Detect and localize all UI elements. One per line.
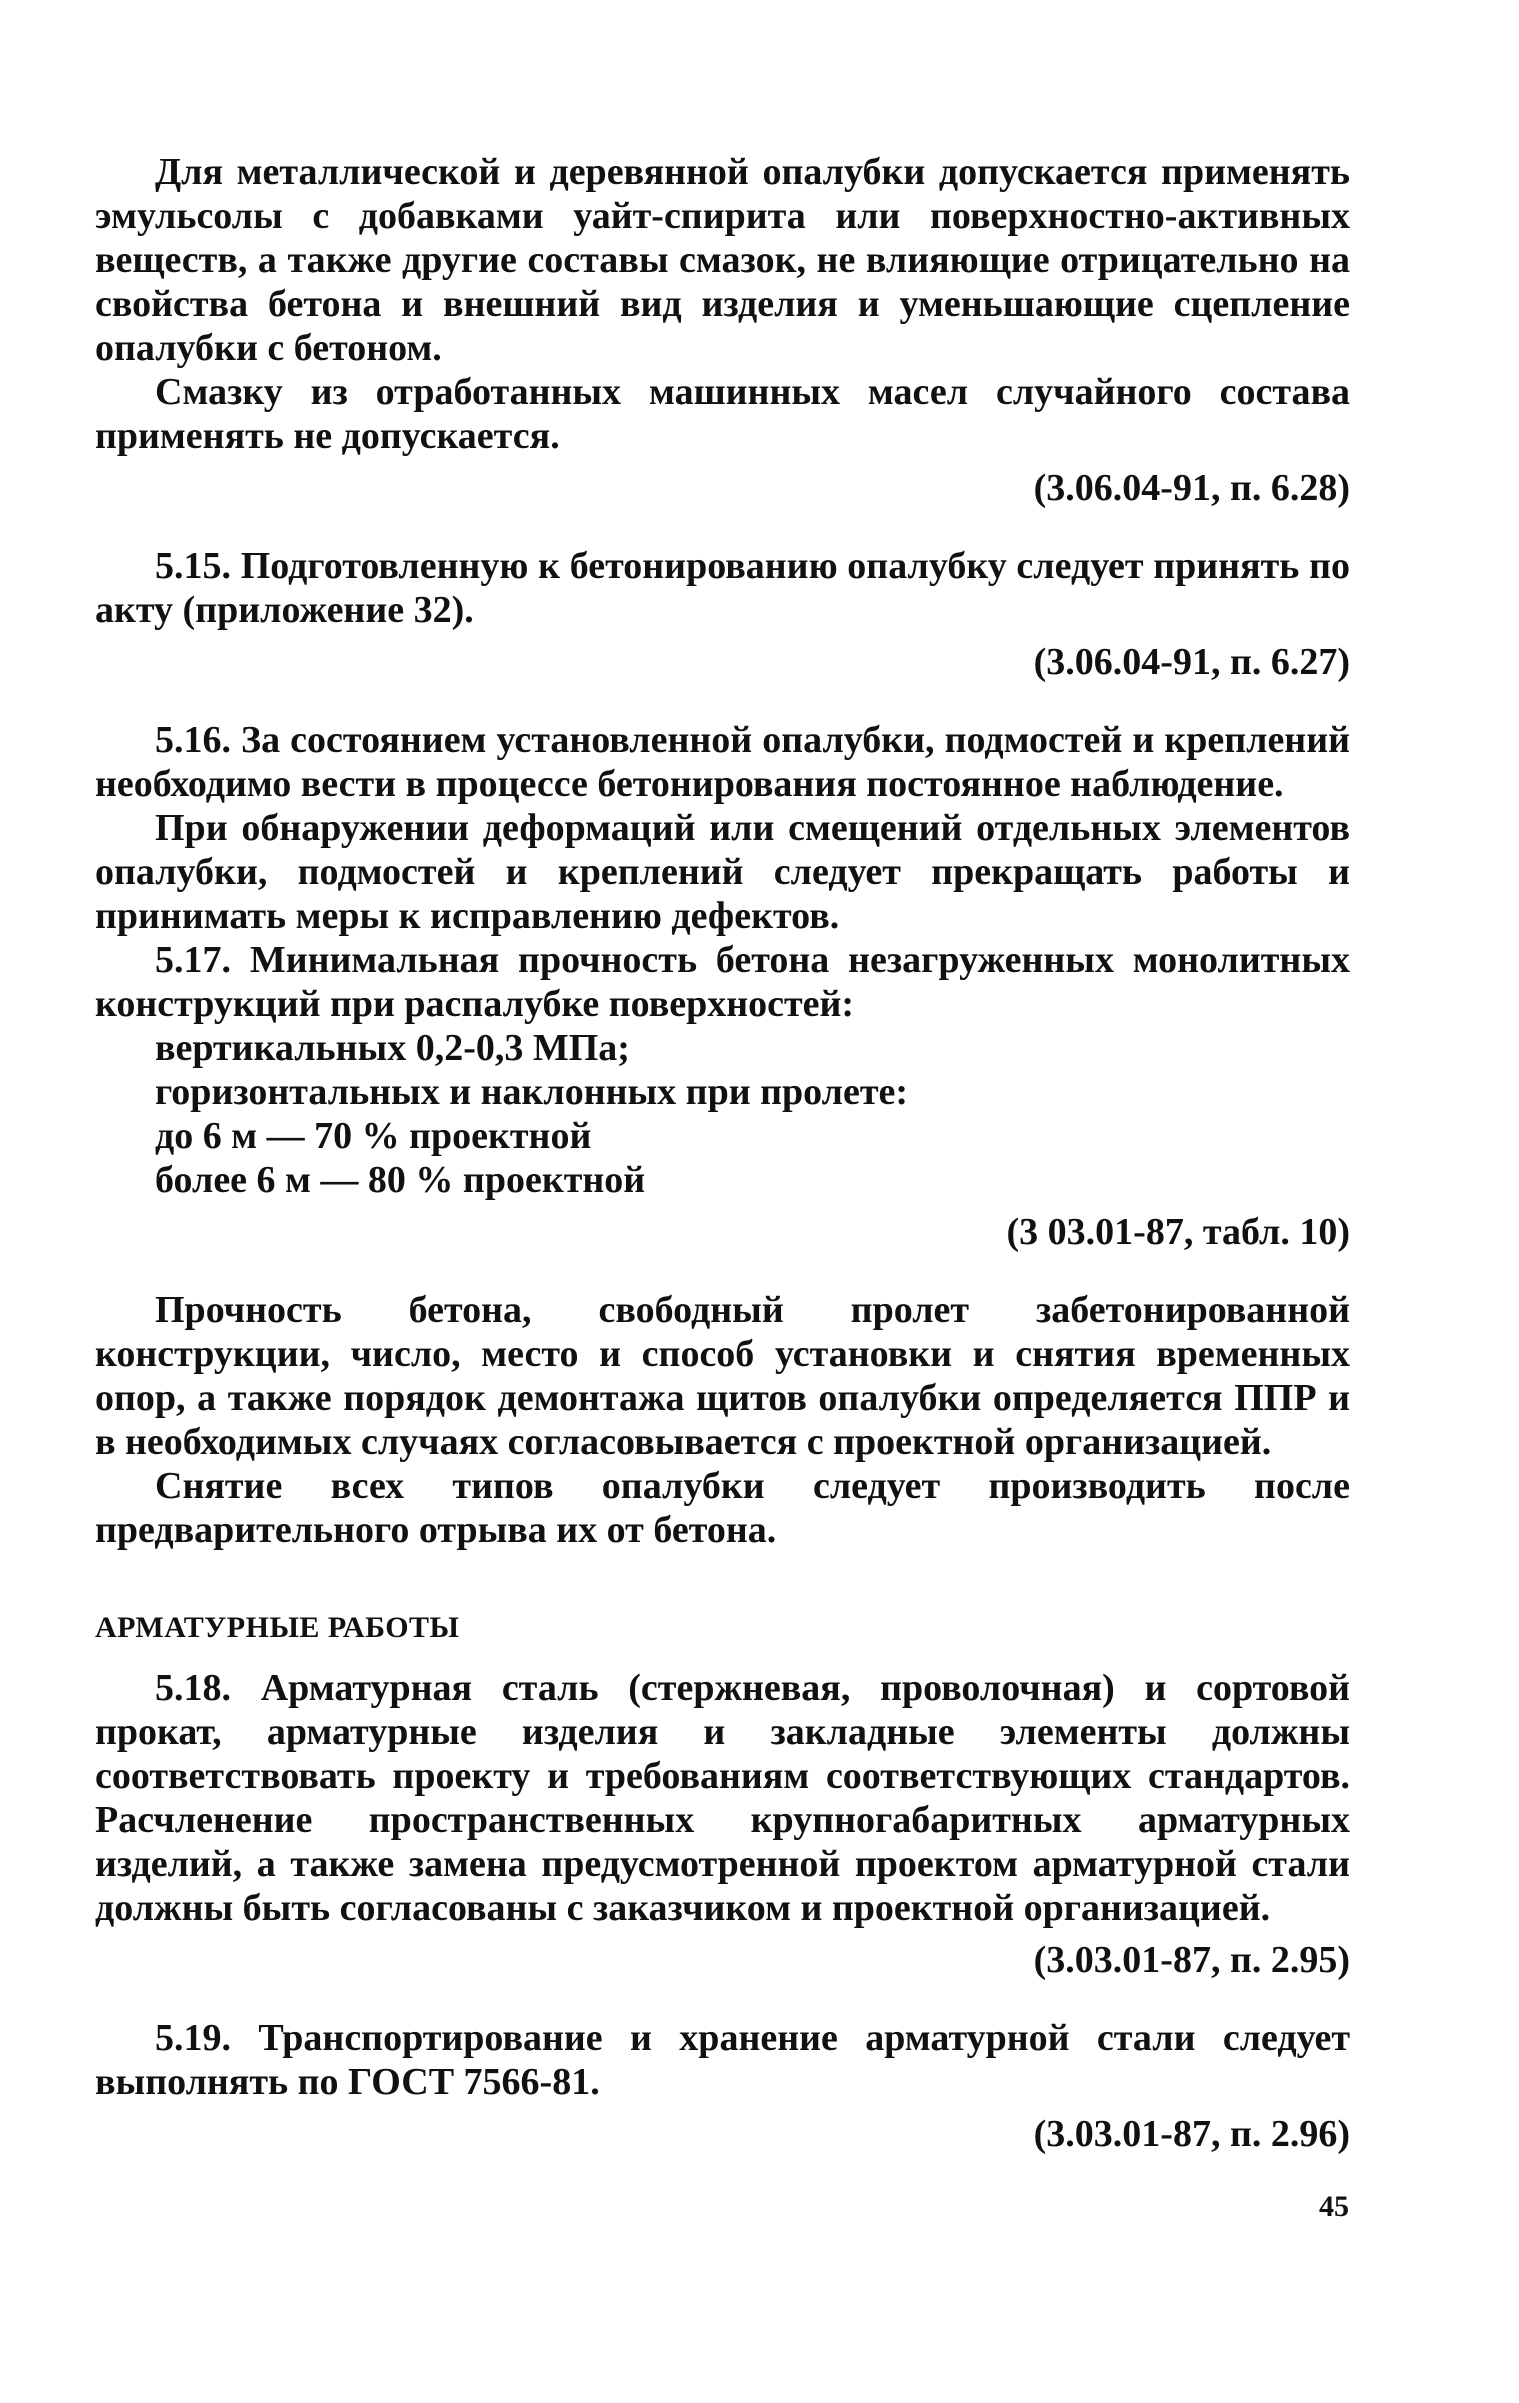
- strength-list-item: горизонтальных и наклонных при пролете:: [155, 1071, 909, 1113]
- reference-2-95: (3.03.01-87, п. 2.95): [1033, 1939, 1350, 1981]
- reference-6-27: (3.06.04-91, п. 6.27): [1033, 641, 1350, 683]
- clause-5-16: 5.16. За состоянием установленной опалубки, подмостей и креплений необходимо вести в процессе бетонирования постоянное наблюдение.: [95, 719, 1350, 805]
- reference-table-10: (3 03.01-87, табл. 10): [1006, 1211, 1350, 1253]
- reference-6-28: (3.06.04-91, п. 6.28): [1033, 467, 1350, 509]
- clause-5-18: 5.18. Арматурная сталь (стержневая, проволочная) и сортовой прокат, арматурные изделия и закладные элементы должны соответствовать проекту и требованиям соответствующих стандартов. Расчленение пространственных крупногабаритных арматурных изделий, а также замена предусмотренной проектом арматурной стали должны быть согласованы с заказчиком и проектной организацией.: [95, 1667, 1350, 1929]
- clause-5-17-removal: Снятие всех типов опалубки следует производить после предварительного отрыва их от бетона.: [95, 1465, 1350, 1551]
- section-heading-reinforcement: АРМАТУРНЫЕ РАБОТЫ: [95, 1611, 460, 1644]
- clause-5-19: 5.19. Транспортирование и хранение арматурной стали следует выполнять по ГОСТ 7566-81.: [95, 2017, 1350, 2103]
- strength-list-item: до 6 м — 70 % проектной: [155, 1115, 592, 1157]
- clause-5-17-strength: Прочность бетона, свободный пролет забетонированной конструкции, число, место и способ установки и снятия временных опор, а также порядок демонтажа щитов опалубки определяется ППР и в необходимых случаях согласовывается с проектной организацией.: [95, 1289, 1350, 1463]
- clause-5-17: 5.17. Минимальная прочность бетона незагруженных монолитных конструкций при распалубке поверхностей:: [95, 939, 1350, 1025]
- page-body: [95, 150, 1350, 2156]
- paragraph-formwork-lubricants: Для металлической и деревянной опалубки допускается применять эмульсолы с добавками уайт-спирита или поверхностно-активных веществ, а также другие составы смазок, не влияющие отрицательно на свойства бетона и внешний вид изделия и уменьшающие сцепление опалубки с бетоном.: [95, 151, 1350, 369]
- clause-5-16-deformations: При обнаружении деформаций или смещений отдельных элементов опалубки, подмостей и креплений следует прекращать работы и принимать меры к исправлению дефектов.: [95, 807, 1350, 937]
- strength-list-item: более 6 м — 80 % проектной: [155, 1159, 646, 1201]
- reference-2-96: (3.03.01-87, п. 2.96): [1033, 2113, 1350, 2155]
- page-number: 45: [1319, 2190, 1349, 2223]
- paragraph-used-oil-prohibition: Смазку из отработанных машинных масел случайного состава применять не допускается.: [95, 371, 1350, 457]
- strength-list-item: вертикальных 0,2-0,3 МПа;: [155, 1027, 630, 1069]
- clause-5-15: 5.15. Подготовленную к бетонированию опалубку следует принять по акту (приложение 32).: [95, 545, 1350, 631]
